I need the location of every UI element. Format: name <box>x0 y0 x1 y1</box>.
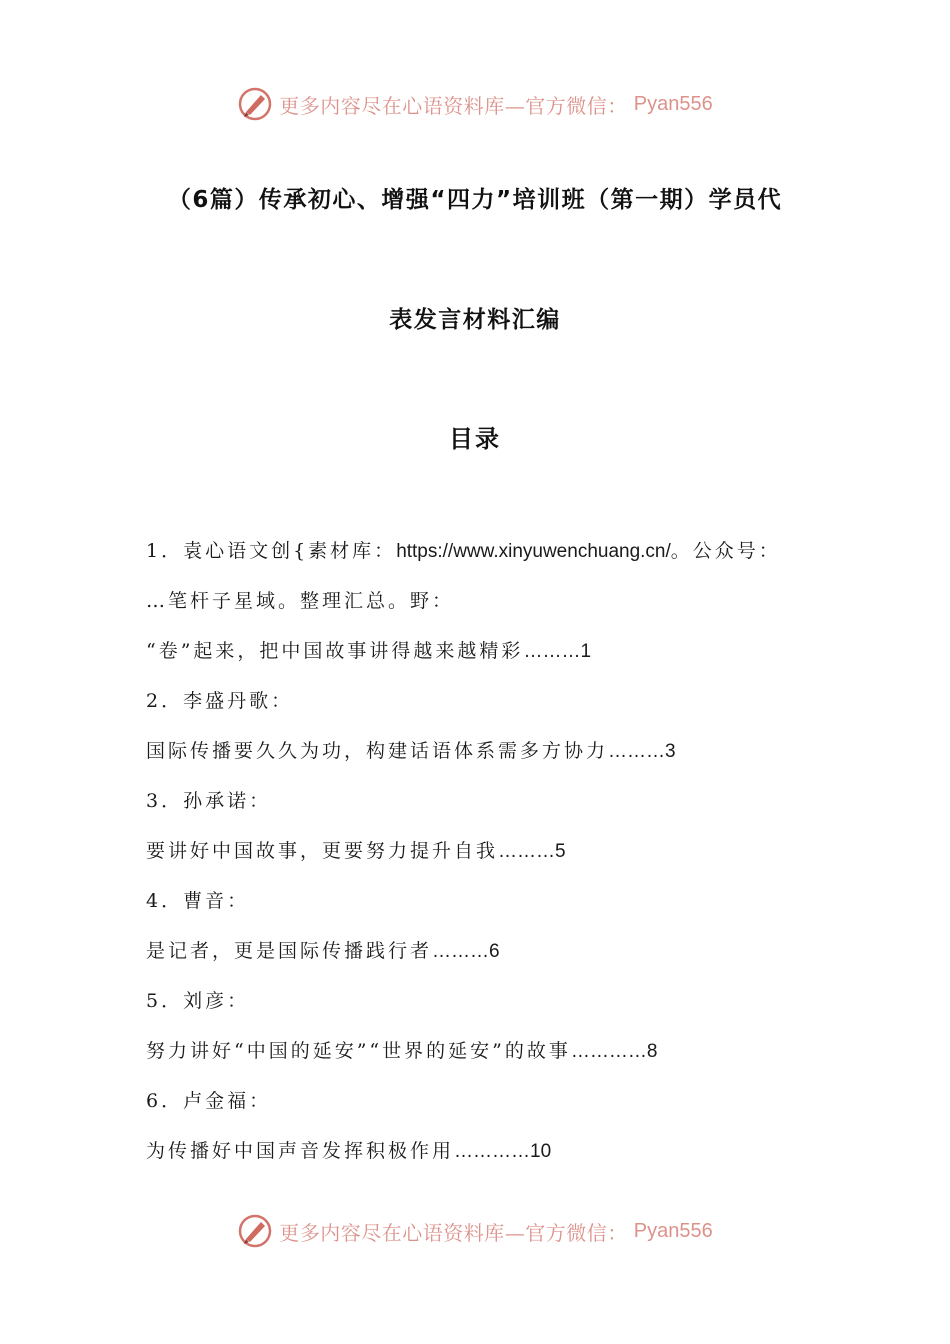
toc-entry-page: 1 <box>580 641 592 662</box>
toc-heading: 目录 <box>449 425 501 453</box>
toc-entry-title: 国际传播要久久为功，构建话语体系需多方协力 <box>146 740 609 762</box>
watermark-id: Pyan556 <box>633 1219 713 1242</box>
toc-entry-page: 5 <box>555 841 566 862</box>
toc-entry-4 <box>146 934 826 984</box>
toc-entry-title: 为传播好中国声音发挥积极作用 <box>146 1140 455 1162</box>
watermark-text: 更多内容尽在心语资料库—官方微信： <box>279 93 628 118</box>
toc-entry-1 <box>146 634 826 684</box>
toc-entry-dots: ………… <box>570 1041 647 1062</box>
toc-entry-page: 8 <box>646 1041 658 1062</box>
toc-entry-dots: ……… <box>608 741 666 762</box>
toc-entry-2 <box>146 734 826 784</box>
table-of-contents <box>146 534 826 1184</box>
toc-entry-dots: ……… <box>523 641 581 662</box>
watermark-text: 更多内容尽在心语资料库—官方微信： <box>279 1220 628 1245</box>
header-watermark <box>0 84 950 124</box>
toc-entry-dots: ……… <box>432 941 490 962</box>
document-title-line-2: 表发言材料汇编 <box>389 307 561 333</box>
toc-entry-3 <box>146 834 826 884</box>
toc-intro-line <box>146 534 826 584</box>
toc-entry-title: 努力讲好“中国的延安”“世界的延安”的故事 <box>146 1040 571 1062</box>
pen-logo-icon <box>237 1213 273 1249</box>
toc-intro-line-2: …笔杆子星域。整理汇总。野： <box>146 590 455 612</box>
toc-entry-4-head: 4．曹音： <box>146 890 250 912</box>
toc-intro-tail: 。公众号： <box>670 540 781 562</box>
toc-entry-5-head: 5．刘彦： <box>146 990 250 1012</box>
toc-intro-url: https://www.xinyuwenchuang.cn/ <box>396 541 671 562</box>
toc-intro-number: 1． <box>146 540 184 562</box>
toc-entry-3-head: 3．孙承诺： <box>146 790 272 812</box>
toc-entry-2-head: 2．李盛丹歌： <box>146 690 294 712</box>
toc-entry-6-head: 6．卢金福： <box>146 1090 272 1112</box>
toc-entry-title: 要讲好中国故事，更要努力提升自我 <box>146 840 499 862</box>
toc-entry-page: 3 <box>665 741 676 762</box>
toc-entry-6 <box>146 1134 826 1184</box>
toc-entry-5 <box>146 1034 826 1084</box>
watermark-id: Pyan556 <box>633 92 713 115</box>
toc-entry-dots: ……… <box>498 841 556 862</box>
toc-intro-text: 袁心语文创{素材库： <box>183 540 397 562</box>
document-title-line-1: （6篇）传承初心、增强“四力”培训班（第一期）学员代 <box>167 187 783 213</box>
toc-entry-title: “卷”起来，把中国故事讲得越来越精彩 <box>146 640 524 662</box>
toc-entry-page: 6 <box>489 941 500 962</box>
pen-logo-icon <box>237 86 273 122</box>
toc-entry-page: 10 <box>530 1141 552 1162</box>
toc-entry-title: 是记者，更是国际传播践行者 <box>146 940 433 962</box>
toc-entry-dots: ………… <box>454 1141 531 1162</box>
footer-watermark <box>0 1211 950 1251</box>
